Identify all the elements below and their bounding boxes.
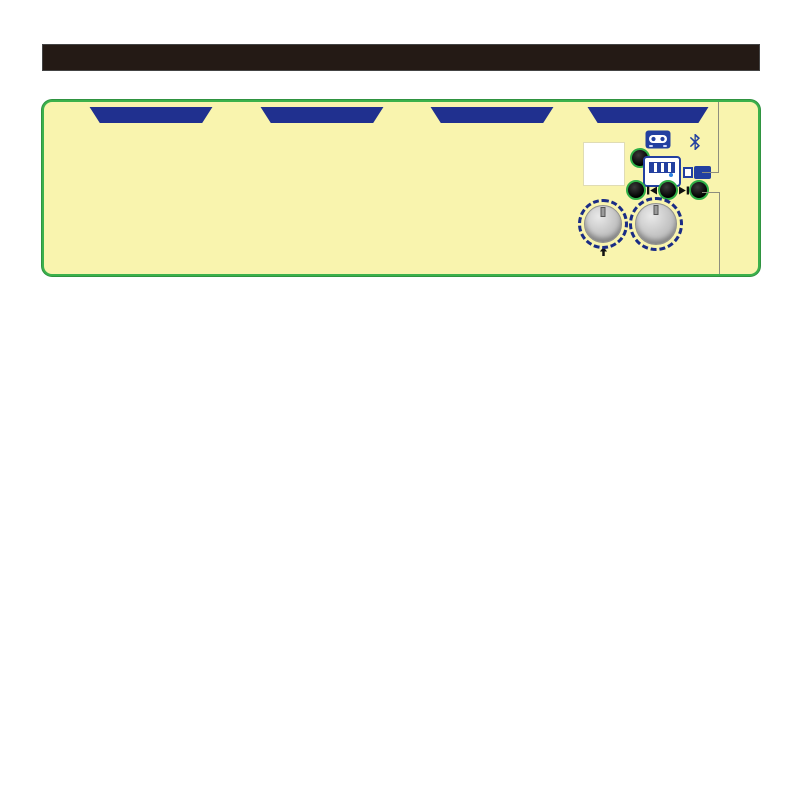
input1-header	[87, 107, 215, 123]
input3-header	[428, 107, 556, 123]
master-volume-knob[interactable]	[623, 194, 689, 251]
callout-line	[702, 192, 720, 193]
usb-port-contacts	[649, 162, 675, 173]
down-key-button[interactable]	[689, 180, 709, 200]
knob-face	[584, 205, 622, 243]
front-panel-diagram	[42, 100, 760, 276]
page-title	[42, 44, 760, 71]
callout-line	[719, 192, 720, 274]
knob-face	[635, 203, 677, 245]
effect-display	[583, 142, 625, 186]
callout-line	[702, 172, 719, 173]
cassette-icon	[645, 130, 671, 149]
knob-ring	[578, 199, 628, 249]
effect-media-header	[585, 107, 711, 123]
input2-header	[258, 107, 386, 123]
knob-ring	[629, 197, 683, 251]
callout-line	[718, 102, 719, 172]
mode-led	[669, 173, 673, 177]
bluetooth-icon	[689, 134, 701, 151]
